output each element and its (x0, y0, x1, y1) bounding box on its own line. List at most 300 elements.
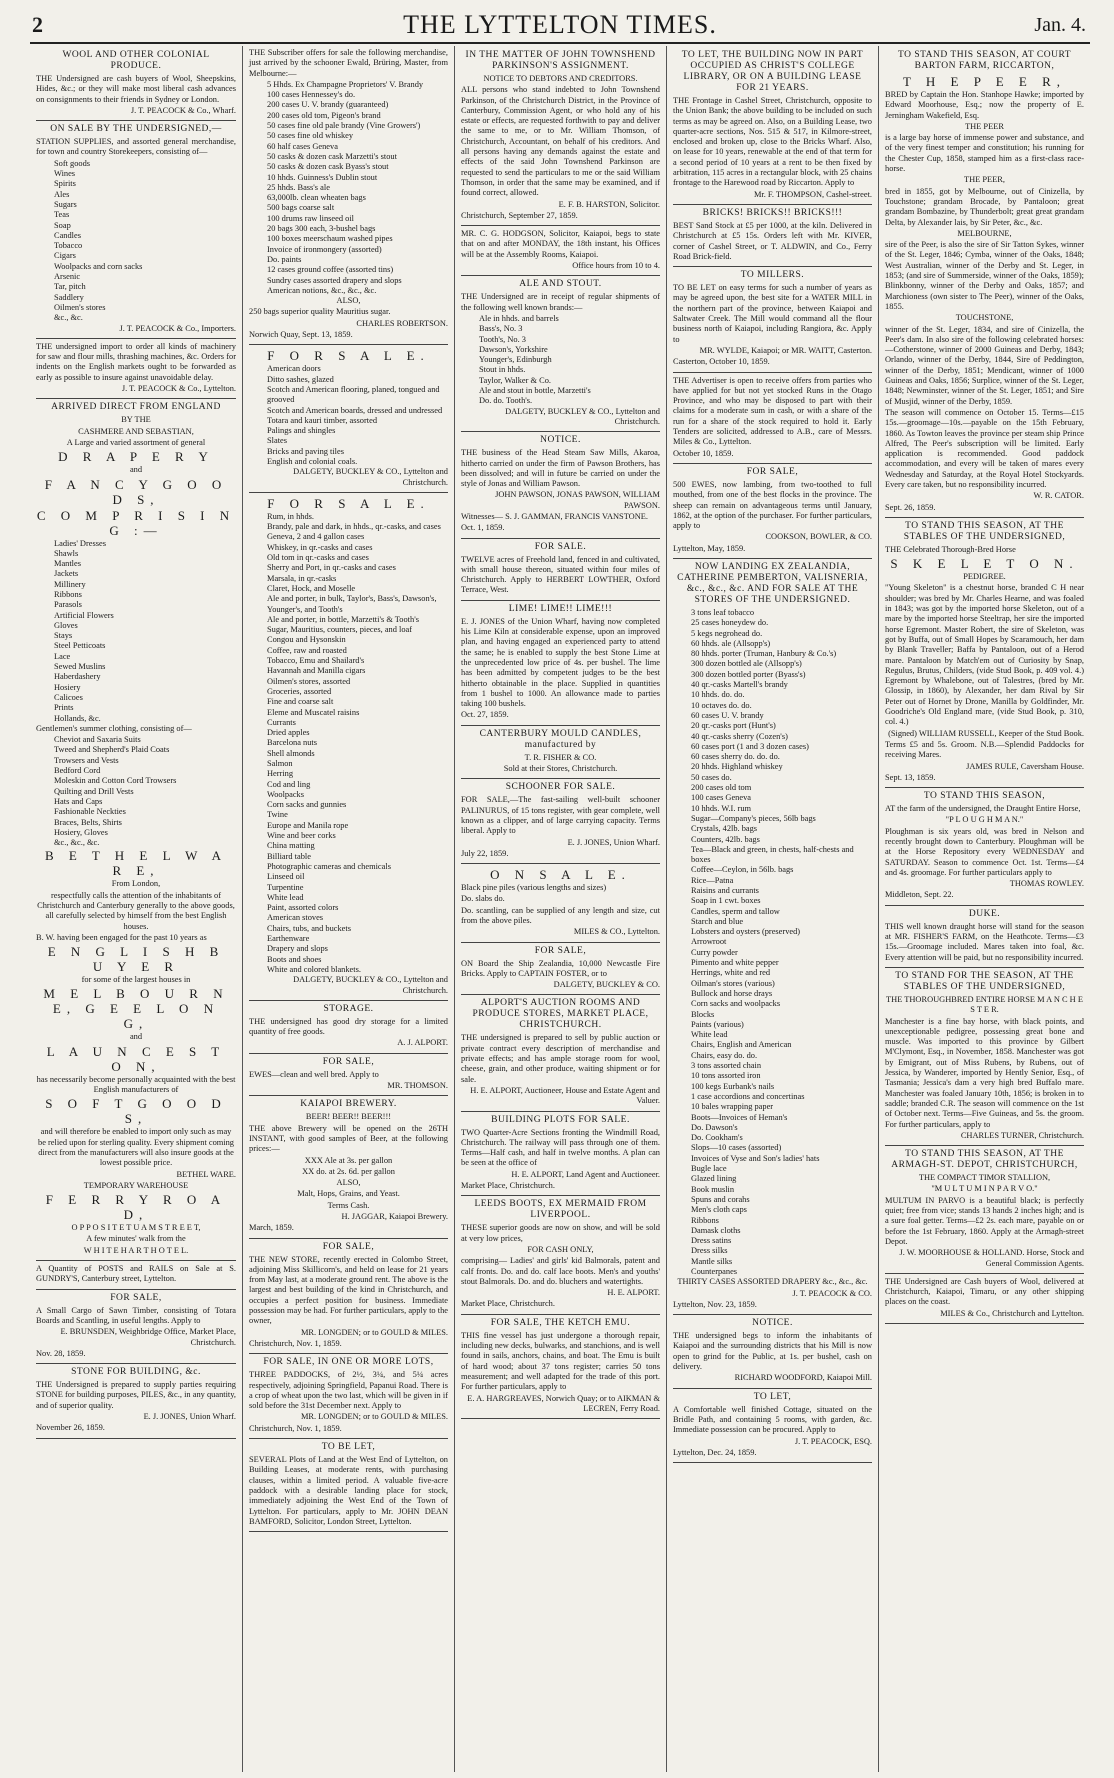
list-item: Curry powder (691, 947, 738, 957)
ad-fire-bricks (461, 946, 660, 996)
list-item: Steel Petticoats (54, 641, 106, 651)
ad-title: STORAGE. (323, 1003, 374, 1014)
ad-title: FOR SALE, (322, 1056, 375, 1067)
list-item: Ribbons (54, 589, 82, 599)
list-item: Palings and shingles (267, 426, 336, 436)
list-item: Sundry cases assorted drapery and slops (267, 275, 402, 285)
ad-body: THE undersigned import to order all kinds of machinery for saw and flour mills, thrashing machines, &c. Orders for indents on the English markets ought to be forwarded as early as possible to insure against unavoidable delay. (36, 341, 236, 382)
list-item: Do. Cookham's (691, 1133, 743, 1143)
list-item: Arrowroot (691, 937, 727, 947)
ad-body: A Quantity of POSTS and RAILS on Sale at S. GUNDRY'S, Canterbury street, Lyttelton. (36, 1264, 236, 1284)
ad-display-line: B E T H E L W A R E, (44, 848, 228, 879)
list-item: Soap in 1 cwt. boxes (691, 896, 761, 906)
ad-signature: A. J. ALPORT. (397, 1038, 448, 1048)
list-item: Hats and Caps (54, 796, 103, 806)
ad-display-line: C O M P R I S I N G :— (36, 507, 236, 538)
list-item: Ribbons (691, 1215, 719, 1225)
ad-signature: J. T. PEACOCK, ESQ. (794, 1436, 872, 1446)
list-item: Dawson's, Yorkshire (479, 344, 548, 354)
list-item: Cigars (54, 251, 76, 261)
ad-display-line: F A N C Y G O O D S, (44, 476, 228, 507)
ad-signature: DALGETY, BUCKLEY & CO., Lyttelton and Christchurch. (293, 975, 448, 995)
ad-title: F O R S A L E. (267, 495, 430, 511)
list-item: &c., &c., &c. (54, 838, 100, 848)
ad-date: Christchurch, Nov. 1, 1859. (249, 1423, 342, 1433)
ad-line: Gentlemen's summer clothing, consisting of— (36, 723, 192, 733)
list-item: Millinery (54, 579, 86, 589)
list-item: 200 cases old tom (691, 783, 752, 793)
list-item: 50 cases do. (691, 772, 732, 782)
ad-title: TO STAND THIS SEASON, AT THE STABLES OF THE UNDERSIGNED, (903, 520, 1066, 542)
ad-paddocks (249, 1357, 448, 1439)
list-item: Eleme and Muscatel raisins (267, 707, 360, 717)
ad-signature: CHARLES ROBERTSON. (356, 318, 448, 328)
list-item: 5 kegs negrohead do. (691, 628, 763, 638)
ad-date: Casterton, October 10, 1859. (673, 357, 770, 367)
ad-subtitle: THE PEER, (964, 175, 1005, 185)
list-item: Mantle silks (691, 1256, 733, 1266)
list-item: 25 cases honeydew do. (691, 618, 769, 628)
ad-leeds-boots (461, 1199, 660, 1314)
ad-signature: J. T. PEACOCK & Co., Wharf. (130, 105, 236, 115)
list-item: Corn sacks and woolpacks (691, 999, 781, 1009)
list-item: Mantles (54, 559, 81, 569)
ad-for-sale-timber (249, 348, 448, 493)
ad-title: F O R S A L E. (267, 348, 430, 364)
ad-date: Sept. 26, 1859. (885, 502, 936, 512)
list-item: Sugar, Mauritius, counters, pieces, and loaf (267, 625, 413, 635)
ad-multum-in-parvo (885, 1149, 1084, 1274)
list-item: American notions, &c., &c., &c. (267, 285, 377, 295)
ad-title: NOTICE. (752, 1318, 793, 1329)
ad-subtitle: NOTICE TO DEBTORS AND CREDITORS. (483, 74, 638, 83)
list-item: Saddlery (54, 292, 84, 302)
ad-signature: H. E. ALPORT, Auctioneer, House and Estate Agent and Valuer. (470, 1085, 660, 1106)
list-item: Trowsers and Vests (54, 755, 119, 765)
list-item: Hollands, &c. (54, 713, 101, 723)
list-item: Paint, assorted colors (267, 903, 339, 913)
ad-title: BRICKS! BRICKS!! BRICKS!!! (702, 207, 843, 218)
list-item: 10 octaves do. do. (691, 700, 752, 710)
ad-signature: JAMES RULE, Caversham House. (966, 761, 1084, 771)
ad-merchandise-ewald (249, 48, 448, 345)
ad-on-sale-piles (461, 867, 660, 942)
ad-line: ALSO, (336, 1178, 361, 1188)
list-item: Woolpacks (267, 789, 305, 799)
list-item: White lead (267, 892, 304, 902)
list-item: English and colonial coals. (267, 456, 358, 466)
list-item: Herring (267, 769, 294, 779)
list-item: Prints (54, 703, 74, 713)
list-item: Do. do. Tooth's. (479, 396, 533, 406)
ad-parkinson-assignment (461, 50, 660, 226)
list-item: Herrings, white and red (691, 968, 771, 978)
ad-signature: CHARLES TURNER, Christchurch. (960, 1130, 1084, 1140)
ad-body: THE above Brewery will be opened on the 26TH INSTANT, with good samples of Beer, at the following prices:— (249, 1123, 448, 1154)
list-item: Turpentine (267, 882, 304, 892)
list-item: Sewed Muslins (54, 662, 106, 672)
ad-title: ARRIVED DIRECT FROM ENGLAND (51, 402, 221, 413)
list-item: 20 hhds. Highland whiskey (691, 762, 783, 772)
list-item: Stout in hhds. (479, 365, 526, 375)
list-item: &c., &c. (54, 313, 83, 323)
ad-signature: COOKSON, BOWLER, & CO. (765, 532, 872, 542)
ad-body: respectfully calls the attention of the inhabitants of Christchurch and Canterbury generally to the above goods, all carefully selected by himself from the best English houses. (37, 890, 235, 931)
list-item: Claret, Hock, and Moselle (267, 583, 356, 593)
ad-title: TO STAND THIS SEASON, AT COURT BARTON FARM, RICCARTON, (897, 50, 1072, 71)
list-item: 3 tons assorted chain (691, 1061, 762, 1071)
ad-date: Middleton, Sept. 22. (885, 890, 954, 900)
ad-display-line: D R A P E R Y (58, 449, 214, 465)
list-item: American stoves (267, 913, 324, 923)
list-item: Soap (54, 220, 71, 230)
ad-display-line: S K E L E T O N. (890, 556, 1079, 572)
list-item: Invoices of Vyse and Son's ladies' hats (691, 1153, 820, 1163)
list-item: Chairs, tubs, and buckets (267, 923, 351, 933)
list-item: Corn sacks and gunnies (267, 800, 347, 810)
ad-line: BEER! BEER!! BEER!!! (305, 1112, 392, 1122)
ad-notice-saw-mills (461, 435, 660, 538)
list-item: Moleskin and Cotton Cord Trowsers (54, 776, 177, 786)
list-item: Lace (54, 651, 71, 661)
ad-date: Market Place, Christchurch. (461, 1299, 555, 1309)
list-item: Bugle lace (691, 1164, 727, 1174)
list-item: Soft goods (54, 158, 91, 168)
list-item: XX do. at 2s. 6d. per gallon (302, 1166, 395, 1176)
list-item: Drapery and slops (267, 944, 328, 954)
ad-body: winner of the St. Leger, 1834, and sire of Cinizella, the Peer's dam. In also sire of the following celebrated horses:—Cotherstone, winner of 2000 Guineas and Derby, 1843; Orlando, winner of the Derby, 1844, Sire of Peddington, winner of the Derby, 1851; Mendicant, winner of 1000 Guineas and Oaks, 1856; Surplice, winner of the St. Leger, 1848; Newminster, winner of the St. Leger, 1851; and Sire of Musjid, winner of the Derby, 1859. (885, 324, 1084, 406)
ad-body: THE undersigned has good dry storage for a limited quantity of free goods. (249, 1016, 448, 1037)
ad-body: THE Frontage in Cashel Street, Christchurch, opposite to the Union Bank; the above building to be included on such terms as may be agreed on. Also, on a Building Lease, two quarter-acre sections, Nos. 515 & 517, in Kilmore-street, enclosed and broken up, close to the Bricks Wharf. Also, on lease for 10 years, renewable at the end of that term for a second period of 10 years at a rent to be then fixed by arbitration, 115 acres in a rectangular block, with 25 chains frontage to the Harewood road by Riccarton. Apply to (673, 96, 872, 188)
list-item: 100 cases Hennessey's do. (267, 90, 356, 100)
ad-body: ON Board the Ship Zealandia, 10,000 Newcastle Fire Bricks. Apply to CAPTAIN FOSTER, or to (461, 958, 660, 978)
list-item: Hosiery (54, 682, 81, 692)
ad-college-library (673, 50, 872, 205)
ad-body: THESE superior goods are now on show, and will be sold at very low prices, (461, 1223, 660, 1243)
list-item: Do. paints (267, 254, 302, 264)
list-item: 50 cases fine old whiskey (267, 131, 354, 141)
ad-date: Market Place, Christchurch. (461, 1181, 555, 1191)
ad-body: TWELVE acres of Freehold land, fenced in and cultivated, with small house thereon, situated within four miles of Christchurch. Apply to HERBERT LOWTHER, Oxford Terrace, West. (461, 554, 660, 595)
list-item: Geneva, 2 and 4 gallon cases (267, 532, 365, 542)
ad-date: Christchurch, September 27, 1859. (461, 210, 578, 220)
ad-signature: E. A. HARGREAVES, Norwich Quay; or to AIKMAN & LECREN, Ferry Road. (467, 1393, 660, 1413)
list-item: 10 hhds. do. do. (691, 690, 745, 700)
ad-title: ON SALE BY THE UNDERSIGNED,— (50, 124, 222, 135)
item-list (249, 512, 448, 975)
list-item: Paints (various) (691, 1019, 744, 1029)
ad-duke (885, 909, 1084, 968)
ad-signature: MR. LONGDEN; or to GOULD & MILES. (300, 1412, 448, 1422)
ad-body: THE undersigned is prepared to sell by public auction or private contract every description of merchandise and private effects; and has ample storage room for wool, cheese, grain, and other produce, waiting shipment or for sale. (461, 1033, 660, 1084)
ad-signature: MR. LONGDEN; or to GOULD & MILES. (300, 1327, 448, 1337)
list-item: Groceries, assorted (267, 686, 332, 696)
ad-title: TO MILLERS. (740, 270, 805, 281)
ad-title: BUILDING PLOTS FOR SALE. (491, 1114, 630, 1125)
ad-ploughman (885, 791, 1084, 906)
ad-title: CANTERBURY MOULD CANDLES, manufactured by (479, 728, 642, 750)
ad-body: THE NEW STORE, recently erected in Colombo Street, adjoining Miss Skillicorn's, and held on lease for 21 years from May last, at a moderate ground rent. The above is the largest and best building of the kind in Christchurch, and occupies a perfect position for business. Immediate possession may be had. For further particulars, apply to the owner, (249, 1254, 448, 1326)
list-item: Billiard table (267, 851, 311, 861)
list-item: Ditto sashes, glazed (267, 374, 334, 384)
ad-the-peer (885, 50, 1084, 518)
ad-title: TO STAND THIS SEASON, AT THE ARMAGH-ST. DEPOT, CHRISTCHURCH, (891, 1149, 1078, 1171)
ad-wool-buyers (885, 1277, 1084, 1324)
ad-title: DUKE. (968, 908, 1001, 919)
ad-bricks (673, 208, 872, 267)
ad-date: Sept. 13, 1859. (885, 772, 936, 782)
ad-signature: H. JAGGAR, Kaiapoi Brewery. (341, 1211, 448, 1221)
ad-date: Lyttelton, Nov. 23, 1859. (673, 1299, 757, 1309)
ad-body: BEST Sand Stock at £5 per 1000, at the kiln. Delivered in Christchurch at £5 15s. Orders left with Mr. KIVER, corner of Cashel Street, or T. ALDWIN, and Co., Ferry Road Brick-field. (673, 220, 872, 261)
ad-title: TO LET, (753, 1391, 792, 1402)
ad-signature: JOHN PAWSON, JONAS PAWSON, WILLIAM PAWSON. (495, 490, 660, 510)
ad-body: THIS well known draught horse will stand for the season at MR. FISHER'S FARM, on the Heathcote. Terms—£3 15s.—Groomage included. Mares taken into foal, &c. Every attention will be paid, but no responsibility incurred. (885, 921, 1084, 962)
ad-line: Sold at their Stores, Christchurch. (503, 764, 618, 774)
list-item: 100 cases Geneva (691, 793, 751, 803)
list-item: Woolpacks and corn sacks (54, 261, 143, 271)
page-number: 2 (32, 12, 43, 37)
ad-signature: H. E. ALPORT. (607, 1288, 660, 1298)
ad-body: THE Celebrated Thorough-Bred Horse (885, 544, 1016, 554)
ad-title: KAIAPOI BREWERY. (300, 1099, 397, 1110)
item-list (461, 314, 660, 407)
list-item: China matting (267, 841, 315, 851)
ad-body: sire of the Peer, is also the sire of Sir Tatton Sykes, winner of the St. Leger, 1846; Cymba, winner of the Oaks, 1848; West Australian, winner of the Derby and St. Leger, in 1853; (and sire of Summerside, winner of the Oaks, 1859); Blinkbonny, winner of the Derby and Oaks, 1857; and Marchioness (own sister to The Peer), winner of the Oaks, 1855. (885, 240, 1084, 311)
ad-title: FOR SALE, (110, 1292, 162, 1303)
list-item: Blocks (691, 1009, 715, 1019)
list-item: Ale and stout in bottle, Marzetti's (479, 386, 591, 396)
list-item: Marsala, in qr.-casks (267, 573, 337, 583)
list-item: Bass's, No. 3 (479, 324, 523, 334)
ad-title: SCHOONER FOR SALE. (505, 782, 616, 793)
page-title: THE LYTTELTON TIMES. (403, 10, 717, 39)
ad-signature: DALGETY, BUCKLEY & CO., Lyttelton and Christchurch. (293, 467, 448, 487)
ad-date: March, 1859. (249, 1223, 294, 1233)
ad-signature: DALGETY, BUCKLEY & CO. (553, 980, 660, 990)
list-item: Rum, in hhds. (267, 511, 314, 521)
list-item: Dress silks (691, 1246, 728, 1256)
ad-new-store (249, 1242, 448, 1355)
list-item: 10 hhds. W.I. rum (691, 803, 752, 813)
list-item: Ale and porter, in bottle, Marzetti's & Tooth's (267, 614, 419, 624)
ad-body: MR. C. G. HODGSON, Solicitor, Kaiapoi, begs to state that on and after MONDAY, the 18th instant, his Offices will be at the Assembly Rooms, Kaiapoi. (461, 229, 660, 259)
list-item: Quilting and Drill Vests (54, 786, 134, 796)
list-item: Damask cloths (691, 1225, 741, 1235)
ad-display-line: THE THOROUGHBRED ENTIRE HORSE M A N C H E S T E R. (886, 994, 1083, 1015)
list-item: Totara and kauri timber, assorted (267, 415, 378, 425)
list-item: XXX Ale at 3s. per gallon (304, 1155, 393, 1165)
ad-body: THE Subscriber offers for sale the following merchandise, just arrived by the schooner Ewald, Brüring, Master, from Melbourne:— (249, 48, 448, 78)
ad-schooner (461, 782, 660, 864)
page-header (30, 8, 1090, 44)
ad-bethel-ware (36, 402, 236, 1261)
list-item: 80 hhds. porter (Truman, Hanbury & Co.'s) (691, 649, 837, 659)
list-item: Do. slabs do. (461, 894, 505, 904)
list-item: Wine and beer corks (267, 831, 336, 841)
ad-line: 250 bags superior quality Mauritius sugar. (249, 307, 391, 317)
ad-kaiapoi-mill (673, 1318, 872, 1388)
ad-on-sale-station-supplies (36, 124, 236, 339)
item-list (36, 159, 236, 324)
ad-signature: T. R. FISHER & CO. (524, 752, 597, 762)
ad-sawn-timber (36, 1293, 236, 1364)
ad-body: A Small Cargo of Sawn Timber, consisting of Totara Boards and Scantling, in useful lengths. Apply to (36, 1305, 236, 1325)
ad-body: THE undersigned begs to inform the inhabitants of Kaiapoi and the surrounding districts that his Mill is now open to grind for the Public, at 1s. per bushel, cash on delivery. (673, 1331, 872, 1372)
column-2 (242, 46, 454, 1772)
list-item: Gloves (54, 620, 78, 630)
list-item: 25 hhds. Bass's ale (267, 182, 330, 192)
ad-for-sale-spirits (249, 496, 448, 1001)
ad-line: CASHMERE AND SEBASTIAN, (78, 426, 194, 436)
ad-line: Terms Cash. (327, 1200, 370, 1210)
ad-signature: MR. WYLDE, Kaiapoi; or MR. WAITT, Casterton. (699, 345, 872, 355)
list-item: Chairs, English and American (691, 1040, 792, 1050)
ad-ketch-emu (461, 1318, 660, 1419)
ad-line: and (129, 1032, 143, 1042)
list-item: Fine and coarse salt (267, 697, 334, 707)
list-item: White lead (691, 1030, 728, 1040)
ad-body: THE Undersigned are cash buyers of Wool, Sheepskins, Hides, &c.; or they will make most liberal cash advances on consignments to their friends in Sydney or London. (36, 74, 236, 104)
ad-date: Lyttelton, May, 1859. (673, 543, 746, 553)
ad-body: has necessarily become personally acquainted with the best English manufacturers of (36, 1074, 236, 1095)
list-item: 20 bags 300 each, 3-bushel bags (267, 224, 376, 234)
ad-now-landing (673, 562, 872, 1315)
ad-signature: MILES & Co., Christchurch and Lyttelton. (940, 1308, 1084, 1318)
list-item: Book muslin (691, 1184, 735, 1194)
ad-signature: J. T. PEACOCK & Co., Lyttelton. (121, 384, 236, 394)
ad-body: TWO Quarter-Acre Sections fronting the Windmill Road, Christchurch. The railway will pass through one of them. Terms—Half cash, and half in twelve months. A plan can be seen at the office of (461, 1127, 660, 1168)
list-item: Artificial Flowers (54, 610, 114, 620)
column-4 (666, 46, 878, 1772)
list-item: White and colored blankets. (267, 964, 361, 974)
ad-line: for some of the largest houses in (81, 975, 191, 985)
ad-body: THIS fine vessel has just undergone a thorough repair, including new decks, bulwarks, and stanchions, and is well found in sails, anchors, chains, and boat. The Emu is built of hard wood; about 37 tons register; carries 50 tons measurement; and well adapted for the trade of this port. For further particulars, apply to (461, 1330, 660, 1392)
ad-body: MULTUM IN PARVO is a beautiful black; is perfectly quiet; free from vice; stands 13 hands 2 inches high; and is a sure foal getter. Terms—£2 2s. each mare, payable on or before the 1st February, 1860. Apply at the Armagh-street Depot. (885, 1195, 1084, 1246)
list-item: Hosiery, Gloves (54, 827, 108, 837)
ad-title: O N S A L E. (490, 867, 631, 883)
ad-display-line: S O F T G O O D S, (45, 1096, 227, 1127)
ad-body: BRED by Captain the Hon. Stanhope Hawke; imported by Edward Moorhouse, Esq.; now the property of E. Jerningham Wakefield, Esq. (885, 90, 1084, 120)
ad-title: ALE AND STOUT. (519, 279, 602, 290)
list-item: Invoice of ironmongery (assorted) (267, 244, 382, 254)
list-item: Chairs, easy do. do. (691, 1050, 758, 1060)
list-item: 100 drums raw linseed oil (267, 213, 354, 223)
list-item: Currants (267, 717, 296, 727)
list-item: 1 case accordions and concertinas (691, 1091, 805, 1101)
column-1 (30, 46, 242, 1772)
item-list (249, 364, 448, 467)
list-item: 60 cases U. V. brandy (691, 710, 764, 720)
ad-signature: E. J. JONES, Union Wharf. (143, 1412, 236, 1422)
list-item: Brandy, pale and dark, in hhds., qr.-casks, and cases (267, 522, 441, 532)
item-list (36, 539, 236, 724)
ad-body: B. W. having been engaged for the past 10 years as (36, 932, 207, 942)
ad-stone-building (36, 1367, 236, 1438)
ad-line: O P P O S I T E T U A M S T R E E T, (71, 1223, 201, 1233)
ad-body: THE Undersigned are Cash buyers of Wool, delivered at Christchurch, Kaiapoi, Timaru, or any other shipping places on the coast. (885, 1276, 1084, 1307)
list-item: Braces, Belts, Shirts (54, 817, 122, 827)
list-item: Sherry and Port, in qr.-casks and cases (267, 563, 396, 573)
ad-signature: Mr. F. THOMPSON, Cashel-street. (753, 189, 872, 199)
ad-signature: DALGETY, BUCKLEY & CO., Lyttelton and Christchurch. (505, 406, 660, 426)
ad-body: The season will commence on October 15. Terms—£15 15s.—groomage—10s.—payable on the 15th February, 1860. As Towton leaves the province per steam ship Prince Alfred, The Peer's subscription will be limited. Early application is recommended. Good paddock accommodation, and every will be taken of mares every Wednesday and Saturday, at the Royal Hotel Stockyards. Every care taken, but no responsibility incurred. (885, 407, 1084, 489)
ad-line: From London, (111, 879, 161, 889)
list-item: Bedford Cord (54, 766, 101, 776)
list-item: Coffee, raw and roasted (267, 645, 347, 655)
list-item: 50 cases fine old pale brandy (Vine Growers') (267, 121, 421, 131)
ad-date: July 22, 1859. (461, 848, 509, 858)
list-item: Taylor, Walker & Co. (479, 375, 551, 385)
list-item: Twine (267, 810, 288, 820)
ad-body: Ploughman is six years old, was bred in Nelson and recently brought down to Canterbury. Ploughman will be at the Horse Repository every WEDNESDAY and SATURDAY. Season to commence Oct. 1st. Terms—£4 and 4s. groomage. For further particulars apply to (885, 826, 1084, 877)
ad-title: TO LET, THE BUILDING NOW IN PART OCCUPIED AS CHRIST'S COLLEGE LIBRARY, OR ON A BUILDING LEASE FOR 21 YEARS. (681, 50, 864, 93)
list-item: 50 casks & dozen cask Marzetti's stout (267, 151, 397, 161)
ad-ale-stout (461, 279, 660, 432)
list-item: 50 casks & dozen cask Byass's stout (267, 162, 389, 172)
ad-display-line: E N G L I S H B U Y E R (47, 944, 225, 975)
ad-body: THE business of the Head Steam Saw Mills, Akaroa, hitherto carried on under the firm of Pawson Brothers, has been dissolved; and will in future be carried on under the style of Jonas and William Pawson. (461, 448, 660, 489)
list-item: Jackets (54, 569, 79, 579)
list-item: Boots—Invoices of Heman's (691, 1112, 788, 1122)
ad-signature: BETHEL WARE. (176, 1169, 236, 1179)
ad-subtitle: MELBOURNE, (957, 228, 1012, 238)
ad-machinery (36, 342, 236, 399)
list-item: 200 cases old tom, Pigeon's brand (267, 110, 381, 120)
list-item: 100 kegs Eurbank's nails (691, 1081, 775, 1091)
list-item: Tar, pitch (54, 282, 86, 292)
ad-body: THE Undersigned is prepared to supply parties requiring STONE for building purposes, PILES, &c., in any quantity, and of superior quality. (36, 1380, 236, 1410)
ad-title: NOW LANDING EX ZEALANDIA, CATHERINE PEMBERTON, VALISNERIA, &c., &c., &c. AND FOR SALE AT THE STORES OF THE UNDERSIGNED. (677, 561, 868, 605)
ad-subtitle: THE COMPACT TIMOR STALLION, (918, 1173, 1051, 1183)
ad-display-line: L A U N C E S T O N, (46, 1043, 226, 1074)
ad-display-line: T H E P E E R, (902, 74, 1067, 89)
list-item: Counterpanes (691, 1266, 738, 1276)
list-item: Ale in hhds. and barrels (479, 313, 559, 323)
list-item: Pimento and white pepper (691, 958, 779, 968)
ad-signature: E. BRUNSDEN, Weighbridge Office, Market Place, Christchurch. (60, 1327, 236, 1347)
list-item: 12 cases ground coffee (assorted tins) (267, 265, 394, 275)
ad-mould-candles (461, 729, 660, 780)
ad-title: FOR SALE, THE KETCH EMU. (490, 1317, 631, 1328)
item-list (249, 80, 448, 296)
list-item: Dress satins (691, 1236, 732, 1246)
ad-date: October 10, 1859. (673, 448, 734, 458)
ad-title: WOOL AND OTHER COLONIAL PRODUCE. (62, 50, 210, 71)
list-item: 10 tons assorted iron (691, 1071, 761, 1081)
ad-body: TO BE LET on easy terms for such a number of years as may be agreed upon, the best site for a WATER MILL in the northern part of the province, between Kaiapoi and Saltwater Creek. The Mill would command all the flour business north of Kaiapoi, including Rangiora, &c. Apply to (673, 283, 872, 344)
list-item: Ladies' Dresses (54, 538, 106, 548)
list-item: Tooth's, No. 3 (479, 334, 526, 344)
list-item: 3 tons leaf tobacco (691, 607, 755, 617)
ad-line: THIRTY CASES ASSORTED DRAPERY &c., &c., &c. (677, 1277, 868, 1287)
list-item: Dried apples (267, 728, 310, 738)
list-item: Scotch and American boards, dressed and undressed (267, 405, 443, 415)
ad-signature: MILES & CO., Lyttelton. (573, 927, 660, 937)
ad-signature: E. J. JONES, Union Wharf. (567, 837, 660, 847)
ad-subtitle: TOUCHSTONE, (955, 313, 1014, 323)
list-item: Oilman's stores (various) (691, 978, 775, 988)
ad-subtitle: PEDIGREE. (963, 572, 1006, 582)
list-item: 500 bags coarse salt (267, 203, 335, 213)
list-item: Slops—10 cases (assorted) (691, 1143, 782, 1153)
list-item: Scotch and American flooring, planed, tongued and grooved (267, 384, 440, 405)
item-list (673, 608, 872, 1277)
list-item: Congou and Hysonskin (267, 635, 346, 645)
list-item: Salmon (267, 759, 293, 768)
ad-title: NOTICE. (540, 435, 581, 446)
list-item: Stays (54, 631, 73, 641)
